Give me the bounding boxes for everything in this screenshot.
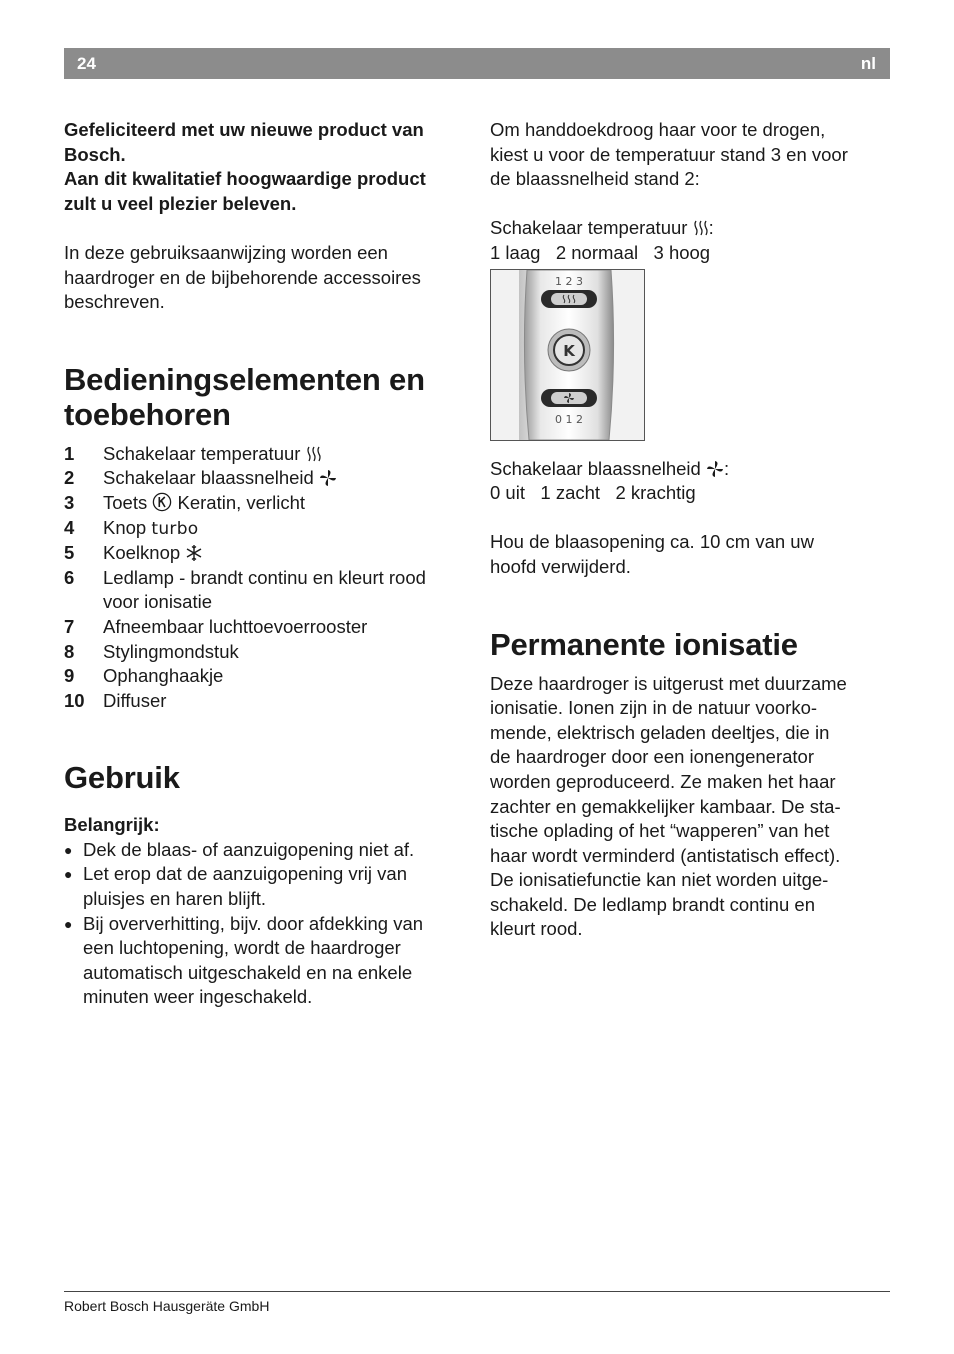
fan-scale: [490, 481, 890, 506]
instruction-line: de blaassnelheid stand 2:: [490, 168, 700, 190]
list-item: [64, 640, 474, 665]
item-number: 3: [64, 491, 75, 513]
item-text: Afneembaar luchttoevoerrooster: [103, 615, 368, 637]
bullet-icon: ●: [64, 915, 73, 932]
item-text: Schakelaar blaassnelheid: [103, 467, 314, 489]
list-item: [64, 442, 474, 467]
ionisation-text: [490, 672, 890, 943]
item-text: Keratin, verlicht: [177, 491, 305, 513]
language-code: nl: [860, 54, 876, 73]
list-item: [64, 912, 474, 1010]
note-line: Hou de blaasopening ca. 10 cm van uw: [490, 531, 814, 553]
paragraph-line: de haardroger door een ionengenerator: [490, 746, 814, 768]
drying-instructions: [490, 118, 890, 192]
item-number: 5: [64, 542, 75, 564]
keratin-k-icon: [152, 492, 172, 512]
item-text: Koelknop: [103, 542, 181, 564]
list-item: [64, 466, 474, 491]
item-text: Stylingmondstuk: [103, 640, 239, 662]
ionisation-heading: Permanente ionisatie: [490, 626, 798, 662]
label-text: Schakelaar blaassnelheid: [490, 457, 701, 479]
item-text: Schakelaar temperatuur: [103, 442, 301, 464]
instruction-line: Om handdoekdroog haar voor te drogen,: [490, 119, 826, 140]
list-item: [64, 541, 474, 566]
intro-line: Gefeliciteerd met uw nieuwe product van: [64, 119, 424, 140]
list-item: [64, 838, 474, 863]
bullet-text: Let erop dat de aanzuigopening vrij van: [83, 863, 407, 885]
list-item: [64, 516, 474, 542]
description-line: haardroger en de bijbehorende accessoires: [64, 266, 421, 288]
bullet-text: Bij oververhitting, bijv. door afdekking van: [83, 912, 424, 934]
intro-greeting: [64, 118, 474, 216]
item-number: 2: [64, 467, 75, 489]
right-column: [490, 118, 890, 942]
paragraph-line: Deze haardroger is uitgerust met duurzame: [490, 672, 847, 694]
item-text: Ophanghaakje: [103, 665, 224, 687]
scale-value: 1 laag: [490, 241, 541, 263]
fan-numbers: 0 1 2: [555, 412, 583, 426]
scale-value: 2 krachtig: [615, 482, 696, 504]
paragraph-line: mende, elektrisch geladen deeltjes, die in: [490, 721, 830, 743]
temp-scale: [490, 241, 890, 266]
list-item: [64, 491, 474, 516]
item-number: 7: [64, 615, 75, 637]
snowflake-icon: [185, 544, 203, 562]
bullet-icon: ●: [64, 866, 73, 883]
list-item: [64, 689, 474, 714]
item-number: 4: [64, 516, 75, 538]
paragraph-line: schakeld. De ledlamp brandt continu en: [490, 893, 815, 915]
keratin-button-letter: K: [563, 341, 575, 360]
page-number: 24: [77, 54, 96, 73]
item-number: 10: [64, 689, 85, 711]
item-text: Diffuser: [103, 689, 167, 711]
usage-bullet-list: [64, 838, 474, 1010]
item-number: 9: [64, 665, 75, 687]
bullet-text: Dek de blaas- of aanzuigopening niet af.: [83, 838, 415, 860]
scale-value: 1 zacht: [540, 482, 601, 504]
item-text: voor ionisatie: [103, 591, 213, 613]
list-item: [64, 862, 474, 911]
intro-line: Bosch.: [64, 143, 126, 165]
bullet-text: een luchtopening, wordt de haardroger: [83, 937, 401, 959]
paragraph-line: De ionisatiefunctie kan niet worden uitge-: [490, 869, 829, 891]
item-text: Toets: [103, 491, 148, 513]
switch-panel-drawing: [491, 270, 644, 440]
paragraph-line: kleurt rood.: [490, 918, 583, 940]
distance-note: [490, 530, 890, 579]
fan-switch-label: Schakelaar blaassnelheid :: [490, 457, 730, 479]
item-text: Knop: [103, 516, 147, 538]
intro-line: Aan dit kwalitatief hoogwaardige product: [64, 168, 426, 190]
controls-list: [64, 442, 474, 714]
item-number: 8: [64, 640, 75, 662]
important-label: Belangrijk:: [64, 814, 160, 836]
paragraph-line: ionisatie. Ionen zijn in de natuur voorko-: [490, 697, 818, 719]
intro-description: [64, 241, 474, 315]
label-text: Schakelaar temperatuur: [490, 217, 688, 239]
switch-panel-illustration: [490, 269, 645, 441]
list-item: [64, 566, 474, 615]
fan-icon: [706, 460, 724, 478]
paragraph-line: tische oplading of het “wapperen” van het: [490, 820, 830, 842]
temp-numbers: 1 2 3: [555, 274, 583, 288]
item-number: 1: [64, 442, 75, 464]
paragraph-line: worden geproduceerd. Ze maken het haar: [490, 770, 836, 792]
paragraph-line: zachter en gemakkelijker kambaar. De sta-: [490, 795, 841, 817]
heading-line: Bedieningselementen en: [64, 361, 425, 397]
bullet-text: automatisch uitgeschakeld en na enkele: [83, 961, 413, 983]
paragraph-line: haar wordt verminderd (antistatisch effect).: [490, 844, 841, 866]
page-header-bar: [64, 48, 890, 79]
usage-heading: Gebruik: [64, 760, 180, 796]
item-text: Ledlamp - brandt continu en kleurt rood: [103, 566, 426, 588]
scale-value: 0 uit: [490, 482, 525, 504]
heat-icon: [306, 445, 322, 463]
description-line: In deze gebruiksaanwijzing worden een: [64, 241, 388, 263]
note-line: hoofd verwijderd.: [490, 555, 631, 577]
heat-icon: [693, 219, 709, 237]
scale-value: 3 hoog: [653, 241, 711, 263]
instruction-line: kiest u voor de temperatuur stand 3 en voor: [490, 143, 848, 165]
footer-company: Robert Bosch Hausgeräte GmbH: [64, 1298, 270, 1314]
temp-switch-label: Schakelaar temperatuur :: [490, 217, 714, 239]
controls-heading: [64, 362, 474, 432]
bullet-text: pluisjes en haren blijft.: [83, 888, 267, 910]
left-column: [64, 118, 474, 1010]
bullet-icon: ●: [64, 841, 73, 858]
footer-divider: [64, 1291, 890, 1292]
list-item: [64, 664, 474, 689]
description-line: beschreven.: [64, 291, 165, 313]
heading-line: toebehoren: [64, 396, 231, 432]
intro-line: zult u veel plezier beleven.: [64, 192, 297, 214]
fan-icon: [319, 469, 337, 487]
list-item: [64, 615, 474, 640]
bullet-text: minuten weer ingeschakeld.: [83, 986, 313, 1008]
scale-value: 2 normaal: [555, 241, 639, 263]
turbo-label: turbo: [151, 518, 199, 539]
item-number: 6: [64, 566, 75, 588]
